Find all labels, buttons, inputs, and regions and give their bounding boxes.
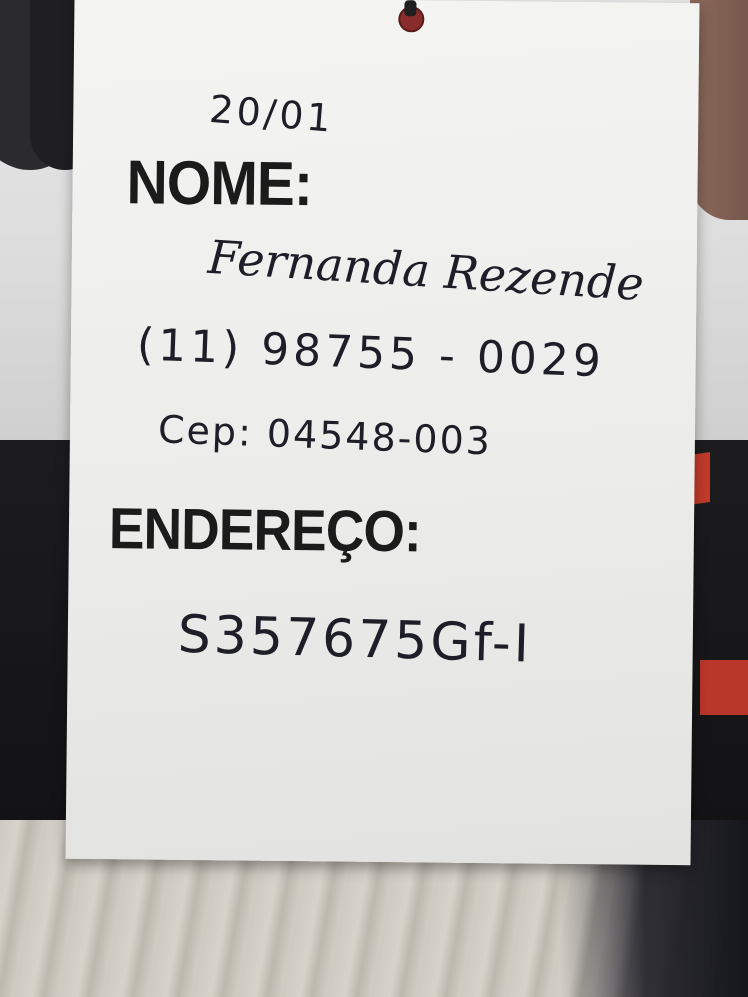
handwritten-date: 20/01 bbox=[207, 86, 336, 141]
handwritten-name: Fernanda Rezende bbox=[206, 229, 646, 312]
handwritten-phone: (11) 98755 - 0029 bbox=[136, 319, 606, 388]
tag-string bbox=[404, 0, 416, 16]
paper-tag bbox=[66, 0, 700, 865]
handwritten-address-code: S357675Gf-I bbox=[177, 604, 533, 675]
handwritten-cep: Cep: 04548-003 bbox=[157, 407, 493, 464]
background-red-patch bbox=[700, 660, 748, 715]
address-label: ENDEREÇO: bbox=[108, 496, 422, 565]
name-label: NOME: bbox=[126, 148, 313, 220]
